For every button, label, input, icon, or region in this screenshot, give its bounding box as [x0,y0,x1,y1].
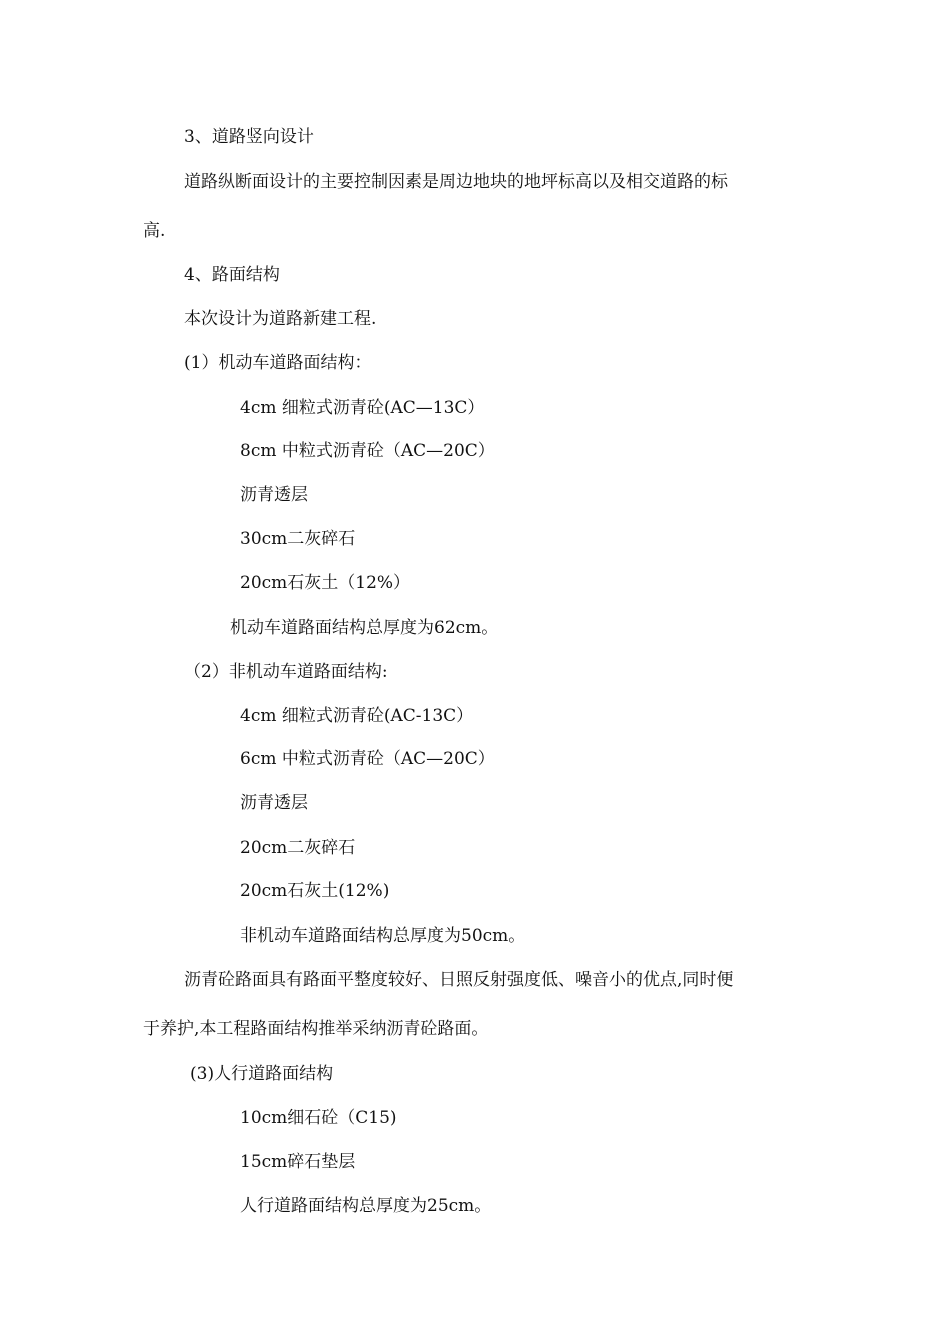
sidewalk-total: 人行道路面结构总厚度为25cm。 [240,1196,492,1216]
non-motor-lane-layer: 20cm二灰碎石 [240,838,356,858]
non-motor-lane-layer: 4cm 细粒式沥青砼(AC-13C） [240,706,474,726]
motor-lane-layer: 沥青透层 [240,485,308,505]
non-motor-lane-layer: 沥青透层 [240,793,308,813]
asphalt-paragraph-line2: 于养护,本工程路面结构推举采纳沥青砼路面。 [143,1019,489,1039]
section4-intro: 本次设计为道路新建工程. [184,309,377,329]
section3-heading: 3、道路竖向设计 [184,127,314,147]
motor-lane-heading: (1）机动车道路面结构： [184,353,372,373]
section3-paragraph-line2: 高. [143,221,166,241]
non-motor-lane-heading: （2）非机动车道路面结构: [184,662,388,682]
section4-heading: 4、路面结构 [184,265,280,285]
asphalt-paragraph-line1: 沥青砼路面具有路面平整度较好、日照反射强度低、噪音小的优点,同时便 [184,970,734,990]
motor-lane-layer: 8cm 中粒式沥青砼（AC—20C） [240,441,495,461]
non-motor-lane-layer: 6cm 中粒式沥青砼（AC—20C） [240,749,495,769]
non-motor-lane-total: 非机动车道路面结构总厚度为50cm。 [240,926,526,946]
motor-lane-total: 机动车道路面结构总厚度为62cm。 [230,618,499,638]
sidewalk-layer: 15cm碎石垫层 [240,1152,356,1172]
sidewalk-layer: 10cm细石砼（C15) [240,1108,397,1128]
sidewalk-heading: (3)人行道路面结构 [190,1064,334,1084]
motor-lane-layer: 30cm二灰碎石 [240,529,356,549]
motor-lane-layer: 20cm石灰土（12%） [240,573,411,593]
section3-paragraph-line1: 道路纵断面设计的主要控制因素是周边地块的地坪标高以及相交道路的标 [184,172,728,192]
non-motor-lane-layer: 20cm石灰土(12%) [240,881,390,901]
motor-lane-layer: 4cm 细粒式沥青砼(AC—13C） [240,398,485,418]
